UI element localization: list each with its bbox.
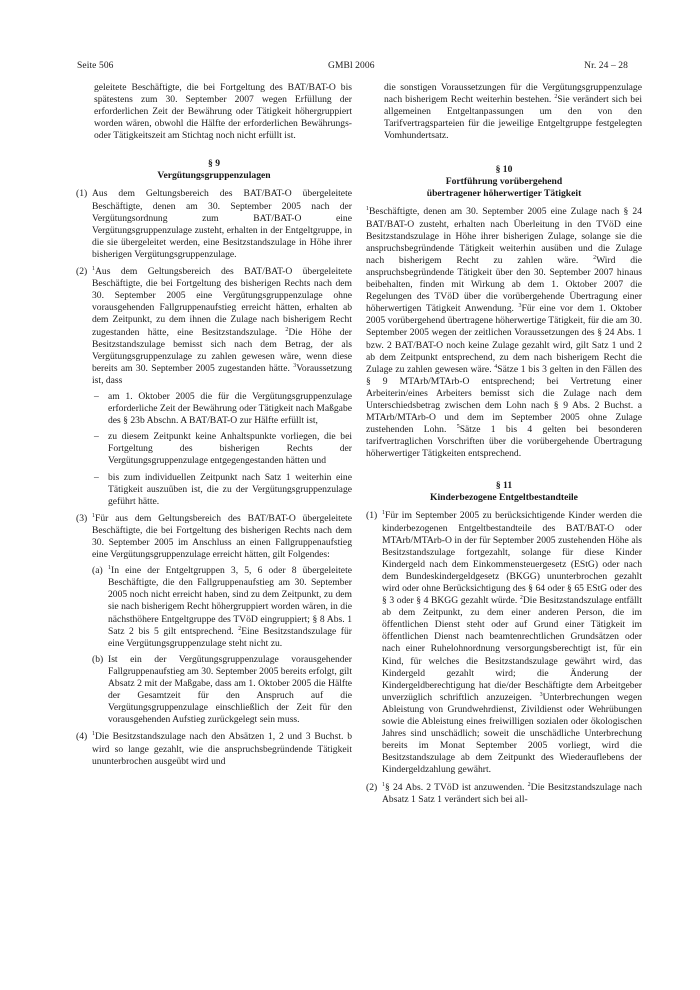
paragraph-2 [76,266,352,508]
section-9-heading [76,158,352,182]
paragraph-text: Aus dem Geltungsbereich des BAT/BAT-O übergeleitete Beschäftigte, denen am 30. September 2005 nach der Vergütungsordnung zum BAT/BAT-O eine Vergütungsgruppenzulage zusteht, erhalten in der Entgeltgruppe, in die sie übergeleitet werden, eine Besitzstandszulage in Höhe ihrer bisherigen Vergütungsgruppenzulage. [92,188,352,260]
section-title: Vergütungsgruppenzulagen [157,170,271,182]
journal-title: GMBl 2006 [328,61,375,71]
issue-number: Nr. 24 – 28 [584,61,628,71]
section-title: Fortführung vorübergehend [445,176,563,188]
paragraph-text: $^1$Für im September 2005 zu berücksichtigende Kinder werden die kinderbezogenen Entgeltbestandteile des BAT/BAT-O oder MTArb/MTArb-O in der für September 2005 zustehenden Höhe als Besitzstandszulage fortgezahlt, solange für diese Kinder Kindergeld nach dem Einkommensteuergesetz (EStG) oder nach dem Bundeskindergeldgesetz (BKGG) ununterbrochen gezahlt wird oder ohne Berücksichtigung des § 64 oder § 65 EStG oder des § 3 oder § 4 BKGG gezahlt würde. $^2$Die Besitzstandszulage entfällt ab dem Zeitpunkt, zu dem einer anderen Person, die im öffentlichen Dienst steht oder auf Grund einer Tätigkeit im öffentlichen Dienst nach beamtenrechtlichen Grundsätzen oder nach einer Ruhelohnordnung versorgungsberechtigt ist, für ein Kind, für welches die Besitzstandszulage gewährt wird, das Kindergeld gezahlt wird; die Änderung der Kindergeldberechtigung hat die/der Beschäftigte dem Arbeitgeber unverzüglich schriftlich anzuzeigen. $^3$Unterbrechungen wegen Ableistung von Grundwehrdienst, Zivildienst oder Wehrübungen sowie die Ableistung eines freiwilligen sozialen oder ökologischen Jahres sind unschädlich; soweit die unschädliche Unterbrechung bereits im Monat September 2005 vorliegt, wird die Besitzstandszulage ab dem Zeitpunkt des Wiederauflebens der Kindergeldzahlung gewährt. [382,510,642,776]
paragraph-text: $^1$§ 24 Abs. 2 TVöD ist anzuwenden. $^2$Die Besitzstandszulage nach Absatz 1 Satz 1 verändert sich bei all- [382,781,642,805]
paragraph-text: $^1$Die Besitzstandszulage nach den Absätzen 1, 2 und 3 Buchst. b wird so lange gezahlt, wie die anspruchsbegründende Tätigkeit ununterbrochen ausgeübt wird und [92,731,352,767]
section-number: § 11 [495,480,513,492]
paragraph-number: (3) [76,512,88,524]
list-item: – bis zum individuellen Zeitpunkt nach Satz 1 weiterhin eine Tätigkeit auszuüben ist, die zu der Vergütungsgruppenzulage geführt hätte. [94,471,352,507]
section-title: übertragener höherwertiger Tätigkeit [426,188,582,200]
paragraph-text: $^1$Für aus dem Geltungsbereich des BAT/BAT-O übergeleitete Beschäftigte, die bei Fortgeltung des bisherigen Rechts nach dem 30. September 2005 im Anschluss an einen Fallgruppenaufstieg eine Vergütungsgruppenzulage erreicht hätten, gilt Folgendes: (a) $^1$In eine der Entgeltgruppen 3, 5, 6 oder 8 übergeleitete Beschäftigte, die den Fallgruppenaufstieg am 30. September 2005 noch nicht erreicht haben, sind zu dem Zeitpunkt, zu dem sie nach bisherigem Recht höhergruppiert worden wären, in die nächsthöhere Entgeltgruppe des TVöD eingruppiert; § 8 Abs. 1 Satz 2 bis 5 gilt entsprechend. $^2$Eine Besitzstandszulage für eine Vergütungsgruppenzulage steht nicht zu. (b) Ist ein der Vergütungsgruppenzulage vorausgehender Fallgruppenaufstieg am 30. September 2005 bereits erfolgt, gilt Absatz 2 mit der Maßgabe, dass am 1. Oktober 2005 die Hälfte der Gesamtzeit für den Anspruch auf die Vergütungsgruppenzulage einschließlich der Zeit für den vorausgehenden Aufstieg zurückgelegt sein muss. [92,512,352,726]
paragraph-3 [76,513,352,727]
section-number: § 9 [208,158,220,170]
subparagraph-b: (b) Ist ein der Vergütungsgruppenzulage vorausgehender Fallgruppenaufstieg am 30. September 2005 bereits erfolgt, gilt Absatz 2 mit der Maßgabe, dass am 1. Oktober 2005 die Hälfte der Gesamtzeit für den Anspruch auf die Vergütungsgruppenzulage einschließlich der Zeit für den vorausgehenden Aufstieg zurückgelegt sein muss. [92,653,352,726]
section-10-heading [366,164,642,200]
paragraph-text: $^1$Aus dem Geltungsbereich des BAT/BAT-O übergeleitete Beschäftigte, die bei Fortgeltung des bisherigen Rechts nach dem 30. September 2005 eine Vergütungsgruppenzulage ohne vorausgehenden Fallgruppenaufstieg erreicht hätten, erhalten ab dem Zeitpunkt, zu dem ihnen die Zulage nach bisherigem Recht zugestanden hätte, eine Besitzstandszulage. $^2$Die Höhe der Besitzstandszulage bemisst sich nach dem Betrag, der als Vergütungsgruppenzulage zu zahlen gewesen wäre, wenn diese bereits am 30. September 2005 zugestanden hätte. $^3$Voraussetzung ist, dass – am 1. Oktober 2005 die für die Vergütungsgruppenzulage erforderliche Zeit der Bewährung oder Tätigkeit nach Maßgabe des § 23b Abschn. A BAT/BAT-O zur Hälfte erfüllt ist, – zu diesem Zeitpunkt keine Anhaltspunkte vorliegen, die bei Fortgeltung des bisherigen Rechts der Vergütungsgruppenzulage entgegengestanden hätten und – bis zum individuellen Zeitpunkt nach Satz 1 weiterhin eine Tätigkeit auszuüben ist, die zu der Vergütungsgruppenzulage geführt hätte. [92,266,352,507]
paragraph-1 [366,510,642,776]
section-10-text: $^1$Beschäftigte, denen am 30. September 2005 eine Zulage nach § 24 BAT/BAT-O zusteht, erhalten nach Überleitung in den TVöD eine Besitzstandszulage in Höhe ihrer bisherigen Zulage, solange sie die anspruchsbegründende Tätigkeit weiterhin ausüben und die Zulage nach bisherigem Recht zu zahlen wäre. $^2$Wird die anspruchsbegründende Tätigkeit über den 30. September 2007 hinaus beibehalten, finden mit Wirkung ab dem 1. Oktober 2007 die Regelungen des TVöD über die vorübergehende Übertragung einer höherwertigen Tätigkeit Anwendung. $^3$Für eine vor dem 1. Oktober 2005 vorübergehend übertragene höherwertige Tätigkeit, für die am 30. September 2005 wegen der zeitlichen Voraussetzungen des § 24 Abs. 1 bzw. 2 BAT/BAT-O noch keine Zulage gezahlt wird, gilt Satz 1 und 2 ab dem Zeitpunkt entsprechend, zu dem nach bisherigem Recht die Zulage zu zahlen gewesen wäre. $^4$Sätze 1 bis 3 gelten in den Fällen des § 9 MTArb/MTArb-O entsprechend; bei Vertretung einer Arbeiterin/eines Arbeiters bemisst sich die Zulage nach dem Unterschiedsbetrag zwischen dem Lohn nach § 9 Abs. 2 Buchst. a MTArb/MTArb-O und dem im September 2005 ohne Zulage zustehenden Lohn. $^5$Sätze 1 bis 4 gelten bei besonderen tarifvertraglichen Vorschriften über die vorübergehende Übertragung höherwertiger Tätigkeiten entsprechend. [366,206,642,460]
paragraph-2 [366,782,642,806]
list-item: – am 1. Oktober 2005 die für die Vergütungsgruppenzulage erforderliche Zeit der Bewährung oder Tätigkeit nach Maßgabe des § 23b Abschn. A BAT/BAT-O zur Hälfte erfüllt ist, [94,390,352,427]
section-title: Kinderbezogene Entgeltbestandteile [430,492,578,504]
paragraph-1 [76,188,352,261]
list-item: – zu diesem Zeitpunkt keine Anhaltspunkte vorliegen, die bei Fortgeltung des bisherigen Rechts der Vergütungsgruppenzulage entgegengestanden hätten und [94,431,352,467]
continuation-paragraph: die sonstigen Voraussetzungen für die Vergütungsgruppenzulage nach bisherigem Recht weiterhin bestehen. $^2$Sie verändert sich bei allgemeinen Entgeltanpassungen um den von den Tarifvertragsparteien für die jeweilige Entgeltgruppe festgelegten Vomhundertsatz. [384,82,643,142]
right-column [366,82,642,806]
paragraph-number: (1) [366,510,378,522]
subparagraph-a: (a) $^1$In eine der Entgeltgruppen 3, 5, 6 oder 8 übergeleitete Beschäftigte, die den Fallgruppenaufstieg am 30. September 2005 noch nicht erreicht haben, sind zu dem Zeitpunkt, zu dem sie nach bisherigem Recht höhergruppiert worden wären, in die nächsthöhere Entgeltgruppe des TVöD eingruppiert; § 8 Abs. 1 Satz 2 bis 5 gilt entsprechend. $^2$Eine Besitzstandszulage für eine Vergütungsgruppenzulage steht nicht zu. [92,565,352,649]
section-number: § 10 [495,164,513,176]
section-11-heading [366,480,642,504]
paragraph-number: (2) [366,781,378,793]
paragraph-number: (1) [76,188,88,200]
paragraph-number: (2) [76,266,88,278]
intro-paragraph: geleitete Beschäftigte, die bei Fortgeltung des BAT/BAT-O bis spätestens zum 30. September 2007 wegen Erfüllung der erforderlichen Zeit der Bewährung oder Tätigkeit höhergruppiert worden wären, obwohl die Hälfte der erforderlichen Bewährungs- oder Tätigkeitszeit am Stichtag noch nicht erfüllt ist. [94,82,352,142]
paragraph-number: (4) [76,731,88,743]
left-column [76,82,352,768]
page-number: Seite 506 [77,61,114,71]
paragraph-4 [76,731,352,767]
